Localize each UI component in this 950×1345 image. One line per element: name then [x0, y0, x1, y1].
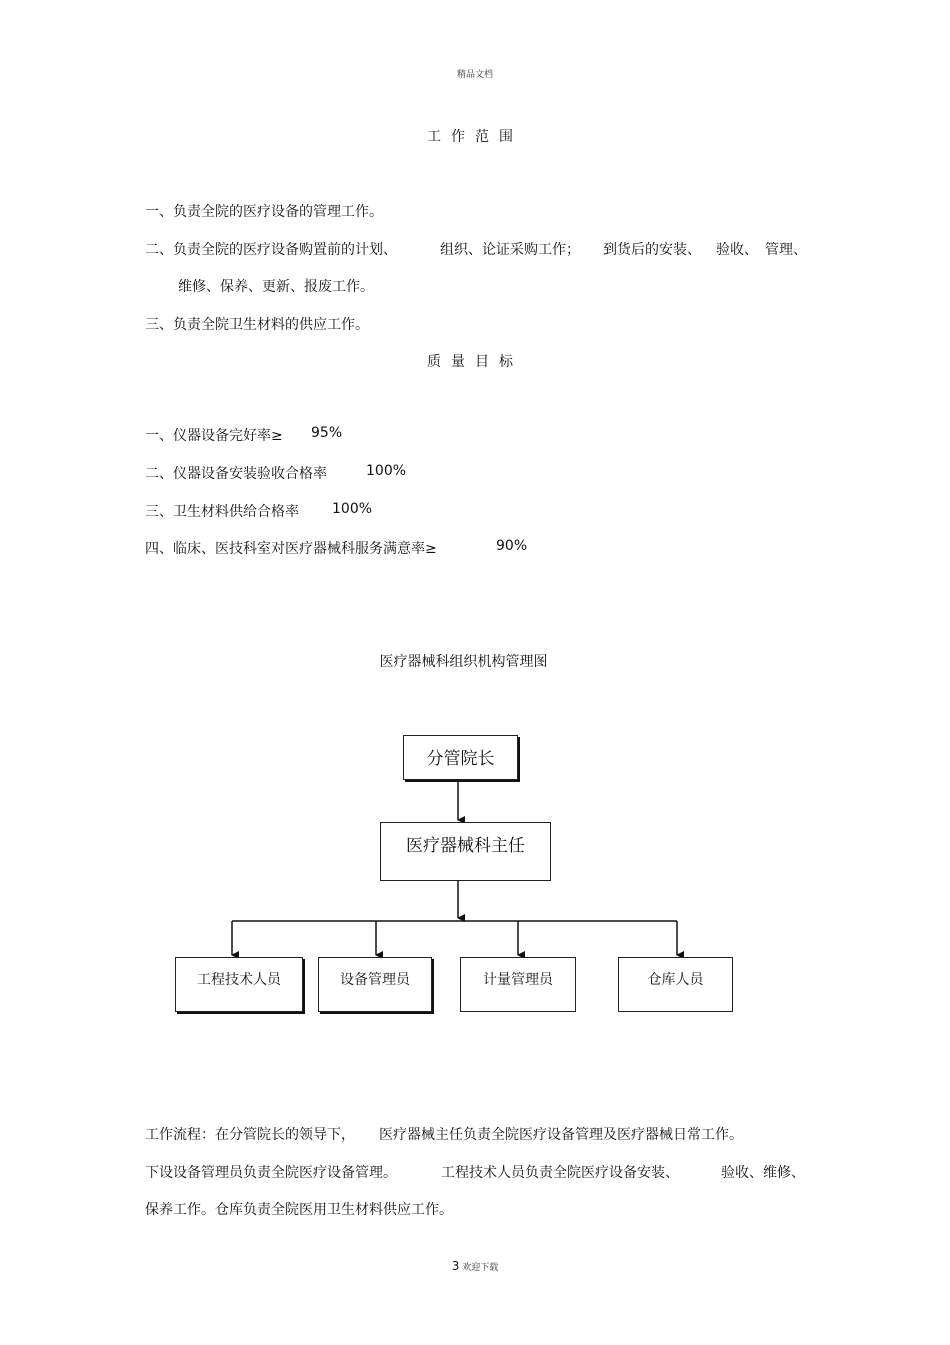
- quality-title: 质量目标: [427, 354, 523, 370]
- quality-item-1-label: 一、仪器设备完好率≥: [145, 428, 283, 444]
- page-number: 3: [451, 1259, 460, 1273]
- quality-item-2-value: 100%: [366, 463, 407, 479]
- scope-item-2b: 组织、论证采购工作；: [440, 242, 580, 258]
- page-header: 精品文档: [456, 70, 493, 80]
- quality-item-3-label: 三、卫生材料供给合格率: [145, 504, 299, 520]
- org-box-deputy-director: [403, 735, 518, 780]
- scope-item-2a: 二、负责全院的医疗设备购置前的计划、: [145, 242, 397, 258]
- org-box-dept-head-label: 医疗器械科主任: [406, 836, 525, 856]
- page-footer: [0, 1259, 950, 1273]
- org-box-engineer-label: 工程技术人员: [197, 972, 281, 988]
- org-box-equipment-admin-label: 设备管理员: [340, 972, 410, 988]
- scope-item-2e: 管理、: [765, 242, 807, 258]
- workflow-line-2c: 验收、维修、: [721, 1165, 805, 1181]
- quality-item-4-label: 四、临床、医技科室对医疗器械科服务满意率≥: [145, 541, 437, 557]
- scope-item-3: 三、负责全院卫生材料的供应工作。: [145, 317, 369, 333]
- footer-text: 欢迎下载: [462, 1263, 499, 1273]
- quality-item-4-value: 90%: [496, 538, 528, 554]
- org-box-engineer: [175, 957, 303, 1012]
- org-box-deputy-director-label: 分管院长: [426, 749, 495, 769]
- scope-item-1: 一、负责全院的医疗设备的管理工作。: [145, 204, 383, 220]
- org-box-warehouse-label: 仓库人员: [647, 972, 704, 988]
- workflow-line-1b: 医疗器械主任负责全院医疗设备管理及医疗器械日常工作。: [379, 1127, 743, 1143]
- workflow-line-3: 保养工作。仓库负责全院医用卫生材料供应工作。: [145, 1202, 453, 1218]
- org-box-equipment-admin: [318, 957, 432, 1012]
- quality-item-1-value: 95%: [311, 425, 343, 441]
- org-box-metrology-admin: [460, 957, 576, 1012]
- scope-item-2-cont: 维修、保养、更新、报废工作。: [178, 279, 374, 295]
- workflow-line-2b: 工程技术人员负责全院医疗设备安装、: [441, 1165, 679, 1181]
- scope-item-2d: 验收、: [716, 242, 758, 258]
- scope-item-2c: 到货后的安装、: [603, 242, 701, 258]
- org-box-warehouse: [618, 957, 733, 1012]
- quality-item-2-label: 二、仪器设备安装验收合格率: [145, 466, 327, 482]
- workflow-line-1a: 工作流程：在分管院长的领导下，: [145, 1127, 355, 1143]
- org-chart-title: 医疗器械科组织机构管理图: [379, 654, 548, 670]
- org-box-metrology-admin-label: 计量管理员: [483, 972, 553, 988]
- workflow-line-2a: 下设设备管理员负责全院医疗设备管理。: [145, 1165, 397, 1181]
- org-box-dept-head: [380, 822, 551, 881]
- quality-item-3-value: 100%: [332, 501, 373, 517]
- scope-title: 工作范围: [427, 129, 523, 145]
